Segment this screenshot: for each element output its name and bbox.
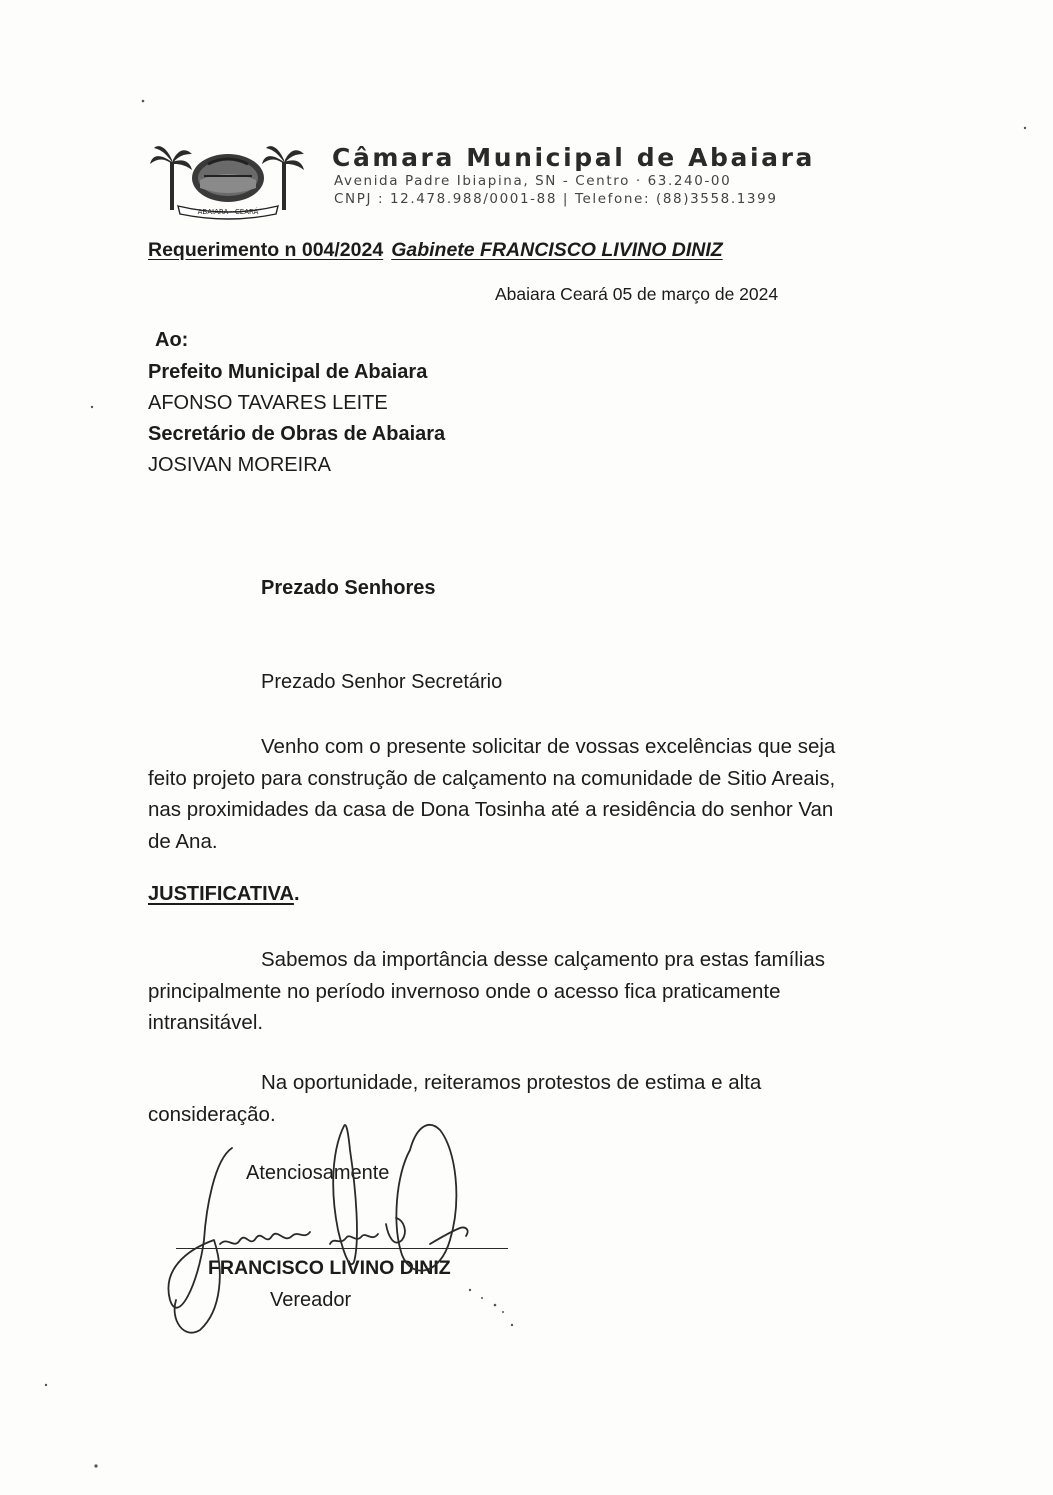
paragraph-line: intransitável.	[148, 1011, 264, 1034]
paragraph-line: nas proximidades da casa de Dona Tosinha até a residência do senhor Van	[148, 798, 834, 821]
recipient-name-mayor: AFONSO TAVARES LEITE	[148, 392, 388, 414]
paragraph-line: Venho com o presente solicitar de vossas excelências que seja	[261, 735, 836, 758]
justification-heading-dot: .	[293, 883, 300, 905]
greeting-plural: Prezado Senhores	[261, 577, 436, 599]
closing-paragraph	[148, 1067, 899, 1130]
justification-heading	[148, 884, 300, 904]
paragraph-line: principalmente no período invernoso onde o acesso fica praticamente	[148, 979, 781, 1003]
recipient-role-secretary: Secretário de Obras de Abaiara	[148, 423, 446, 445]
request-paragraph	[148, 731, 899, 857]
recipient-name-secretary: JOSIVAN MOREIRA	[148, 454, 331, 476]
letterhead-title: Câmara Municipal de Abaiara	[332, 143, 816, 172]
coat-of-arms-logo	[148, 140, 308, 220]
recipient-to-label: Ao:	[155, 329, 189, 351]
paragraph-line: de Ana.	[148, 829, 218, 853]
request-office: Gabinete FRANCISCO LIVINO DINIZ	[391, 239, 723, 261]
paragraph-line: Na oportunidade, reiteramos protestos de estima e alta	[261, 1071, 762, 1094]
request-heading	[148, 241, 723, 261]
paragraph-line: Sabemos da importância desse calçamento pra estas famílias	[261, 948, 826, 971]
signature-closing: Atenciosamente	[246, 1162, 390, 1184]
document-date: Abaiara Ceará 05 de março de 2024	[495, 284, 779, 304]
justification-paragraph	[148, 944, 899, 1039]
greeting-secretary: Prezado Senhor Secretário	[261, 671, 503, 693]
letterhead-address: Avenida Padre Ibiapina, SN - Centro · 63.240-00	[334, 173, 732, 189]
paragraph-line: consideração.	[148, 1102, 276, 1126]
paragraph-line: feito projeto para construção de calçamento na comunidade de Sitio Areais,	[148, 766, 836, 790]
signature-line	[176, 1248, 508, 1249]
signatory-role: Vereador	[270, 1289, 352, 1311]
recipient-role-mayor: Prefeito Municipal de Abaiara	[148, 361, 428, 383]
emblem-ribbon-text: ABAIARA · CEARÁ	[197, 208, 259, 216]
letterhead-contact: CNPJ : 12.478.988/0001-88 | Telefone: (88)3558.1399	[334, 191, 778, 207]
justification-heading-text: JUSTIFICATIVA	[148, 883, 294, 905]
signatory-name: FRANCISCO LIVINO DINIZ	[208, 1257, 451, 1279]
request-number: Requerimento n 004/2024	[148, 239, 384, 261]
